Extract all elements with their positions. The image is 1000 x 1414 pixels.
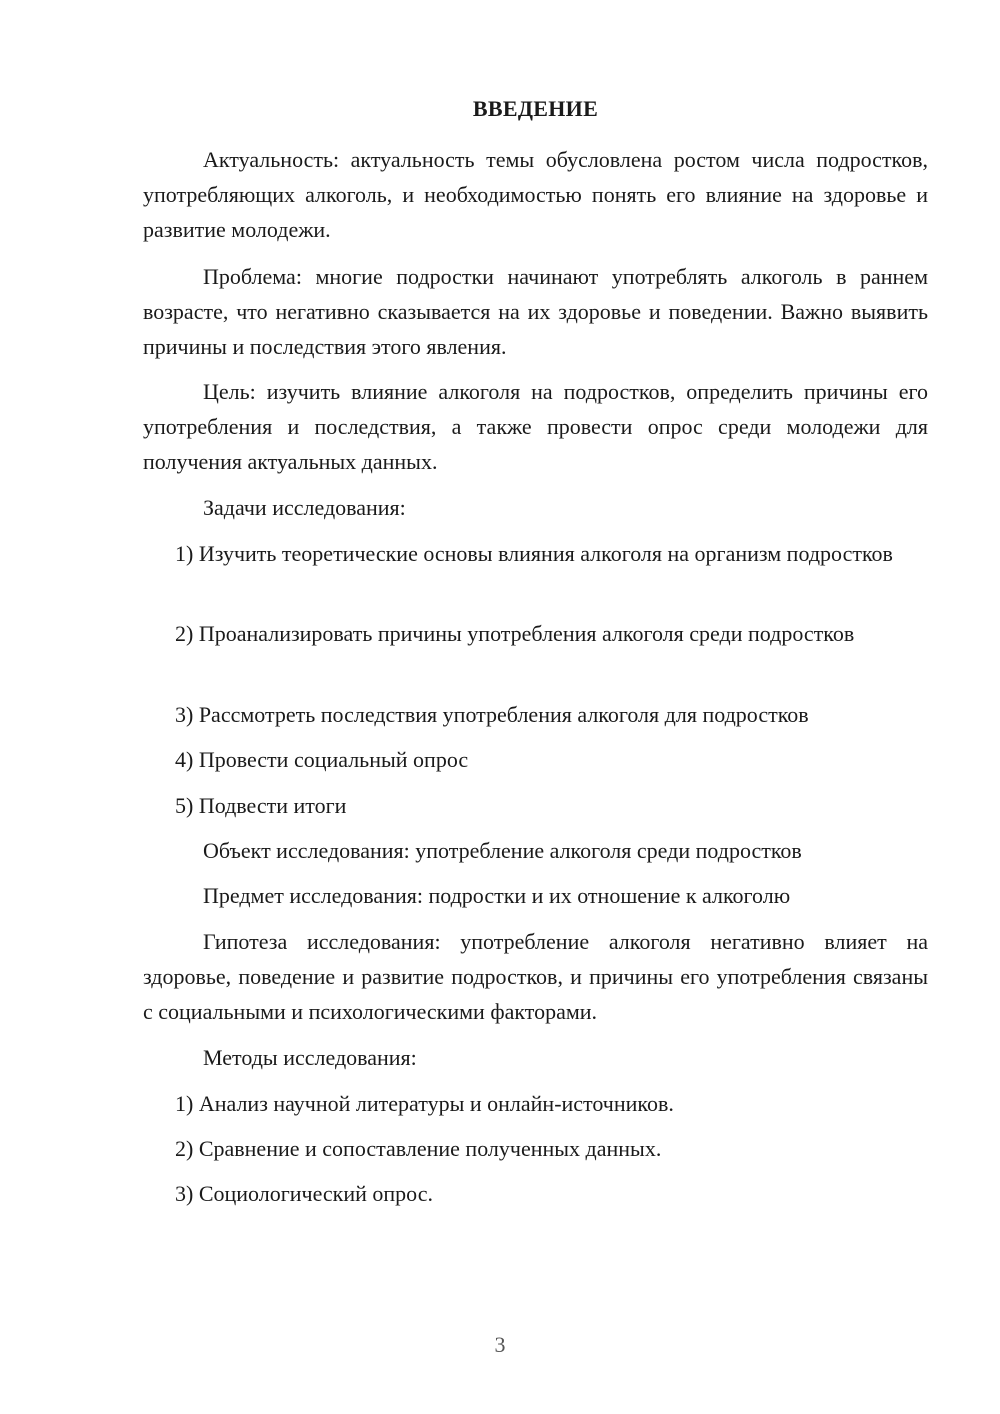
method-item-3: 3) Социологический опрос. [175, 1181, 433, 1206]
goal-paragraph: Цель: изучить влияние алкоголя на подростков, определить причины его употребления и последствия, а также провести опрос среди молодежи для получения актуальных данных. [143, 379, 928, 474]
tasks-heading: Задачи исследования: [203, 495, 406, 520]
task-item-4: 4) Провести социальный опрос [175, 747, 469, 772]
method-item-1: 1) Анализ научной литературы и онлайн-источников. [175, 1091, 674, 1116]
page-title: ВВЕДЕНИЕ [472, 96, 599, 121]
object-paragraph: Объект исследования: употребление алкоголя среди подростков [203, 838, 802, 863]
methods-heading: Методы исследования: [203, 1045, 417, 1070]
relevance-paragraph: Актуальность: актуальность темы обусловлена ростом числа подростков, употребляющих алкоголь, и необходимостью понять его влияние на здоровье и развитие молодежи. [143, 147, 928, 242]
hypothesis-paragraph: Гипотеза исследования: употребление алкоголя негативно влияет на здоровье, поведение и развитие подростков, и причины его употребления связаны с социальными и психологическими факторами. [143, 929, 928, 1024]
page-number: 3 [494, 1332, 506, 1357]
problem-paragraph: Проблема: многие подростки начинают употреблять алкоголь в раннем возрасте, что негативно сказывается на их здоровье и поведении. Важно выявить причины и последствия этого явления. [143, 264, 928, 359]
method-item-2: 2) Сравнение и сопоставление полученных данных. [175, 1136, 662, 1161]
document-page [143, 0, 928, 1414]
task-item-3: 3) Рассмотреть последствия употребления алкоголя для подростков [175, 702, 809, 727]
task-item-1: 1) Изучить теоретические основы влияния алкоголя на организм подростков [175, 541, 893, 566]
task-item-5: 5) Подвести итоги [175, 793, 347, 818]
task-item-2: 2) Проанализировать причины употребления алкоголя среди подростков [175, 621, 855, 646]
subject-paragraph: Предмет исследования: подростки и их отношение к алкоголю [203, 883, 791, 908]
